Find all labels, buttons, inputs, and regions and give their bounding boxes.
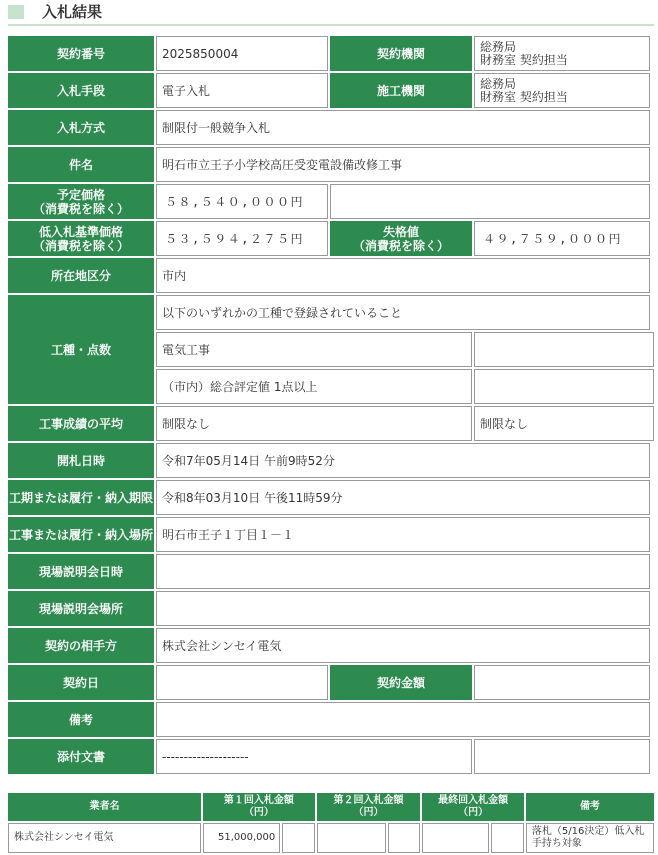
row-contract-date — [8, 665, 654, 700]
value-area: 市内 — [156, 258, 650, 293]
bid-round1-amount: 51,000,000 — [203, 823, 280, 853]
value-subject: 明石市立王子小学校高圧受変電設備改修工事 — [156, 147, 650, 182]
value-work-type-note: 以下のいずれかの工種で登録されていること — [156, 295, 650, 330]
value-work-type-1-empty — [474, 332, 654, 367]
value-location: 明石市王子１丁目１－１ — [156, 517, 650, 552]
row-site-briefing-date — [8, 554, 654, 589]
value-planned-price-empty — [330, 184, 650, 219]
row-performance-avg — [8, 406, 654, 441]
label-deadline: 工期または履行・納入期限 — [8, 480, 154, 515]
value-attachments-empty — [474, 739, 650, 774]
label-bid-type: 入札方式 — [8, 110, 154, 145]
row-opening-date — [8, 443, 654, 478]
row-planned-price — [8, 184, 654, 219]
bid-result-table — [6, 34, 656, 776]
label-disqualify-value: 失格値 （消費税を除く） — [330, 221, 472, 256]
row-remarks — [8, 702, 654, 737]
bid-final-extra — [491, 823, 524, 853]
label-contract-date: 契約日 — [8, 665, 154, 700]
bid-round1-extra — [282, 823, 315, 853]
title-square-icon — [8, 5, 24, 19]
bid-bidder-name: 株式会社シンセイ電気 — [8, 823, 201, 853]
label-location: 工事または履行・納入場所 — [8, 517, 154, 552]
row-counterparty — [8, 628, 654, 663]
label-counterparty: 契約の相手方 — [8, 628, 154, 663]
value-planned-price: ５８,５４０,０００円 — [156, 184, 328, 219]
bid-remarks: 落札（5/16決定）低入札手持ち対象 — [526, 823, 654, 853]
label-opening-date: 開札日時 — [8, 443, 154, 478]
row-subject — [8, 147, 654, 182]
value-site-briefing-date — [156, 554, 650, 589]
value-construction-agency: 総務局 財務室 契約担当 — [474, 73, 650, 108]
row-work-type-note — [8, 295, 654, 330]
label-performance-avg: 工事成績の平均 — [8, 406, 154, 441]
bid-final-amount — [422, 823, 489, 853]
row-deadline — [8, 480, 654, 515]
label-site-briefing-place: 現場説明会場所 — [8, 591, 154, 626]
label-low-bid-price: 低入札基準価格 （消費税を除く） — [8, 221, 154, 256]
label-area: 所在地区分 — [8, 258, 154, 293]
label-contract-agency: 契約機関 — [330, 36, 472, 71]
attachment-link[interactable]: -------------------- — [156, 739, 472, 774]
value-counterparty: 株式会社シンセイ電気 — [156, 628, 650, 663]
label-work-type: 工種・点数 — [8, 295, 154, 404]
value-remarks — [156, 702, 650, 737]
value-performance-avg-2: 制限なし — [474, 406, 654, 441]
value-bid-method: 電子入札 — [156, 73, 328, 108]
value-bid-type: 制限付一般競争入札 — [156, 110, 650, 145]
bid-amount-table — [6, 791, 656, 855]
value-contract-amount — [474, 665, 650, 700]
bid-header-round1: 第１回入札金額 （円） — [203, 793, 315, 821]
value-work-type-1-score: （市内）総合評定値 1点以上 — [156, 369, 472, 404]
row-low-bid-price — [8, 221, 654, 256]
label-planned-price: 予定価格 （消費税を除く） — [8, 184, 154, 219]
row-bid-type — [8, 110, 654, 145]
bid-header-remarks: 備考 — [526, 793, 654, 821]
label-subject: 件名 — [8, 147, 154, 182]
section-title-bar — [8, 0, 654, 26]
bid-header-row — [8, 793, 654, 821]
label-remarks: 備考 — [8, 702, 154, 737]
label-site-briefing-date: 現場説明会日時 — [8, 554, 154, 589]
label-bid-method: 入札手段 — [8, 73, 154, 108]
bid-round2-extra — [388, 823, 421, 853]
value-work-type-1-score-empty — [474, 369, 654, 404]
label-contract-amount: 契約金額 — [330, 665, 472, 700]
label-attachments: 添付文書 — [8, 739, 154, 774]
row-contract-no — [8, 36, 654, 71]
value-opening-date: 令和7年05月14日 午前9時52分 — [156, 443, 650, 478]
row-bid-method — [8, 73, 654, 108]
value-contract-no: 2025850004 — [156, 36, 328, 71]
row-attachments — [8, 739, 654, 774]
value-deadline: 令和8年03月10日 午後11時59分 — [156, 480, 650, 515]
value-contract-date — [156, 665, 328, 700]
value-low-bid-price: ５３,５９４,２７５円 — [156, 221, 328, 256]
page-title: 入札結果 — [42, 3, 103, 21]
value-site-briefing-place — [156, 591, 650, 626]
bid-header-bidder: 業者名 — [8, 793, 201, 821]
value-disqualify-value: ４９,７５９,０００円 — [474, 221, 650, 256]
bid-header-round2: 第２回入札金額 （円） — [317, 793, 421, 821]
value-work-type-1: 電気工事 — [156, 332, 472, 367]
bid-row — [8, 823, 654, 853]
row-location — [8, 517, 654, 552]
label-contract-no: 契約番号 — [8, 36, 154, 71]
value-contract-agency: 総務局 財務室 契約担当 — [474, 36, 650, 71]
bid-round2-amount — [317, 823, 386, 853]
row-area — [8, 258, 654, 293]
bid-header-final: 最終回入札金額 （円） — [422, 793, 524, 821]
value-performance-avg-1: 制限なし — [156, 406, 472, 441]
row-site-briefing-place — [8, 591, 654, 626]
label-construction-agency: 施工機関 — [330, 73, 472, 108]
